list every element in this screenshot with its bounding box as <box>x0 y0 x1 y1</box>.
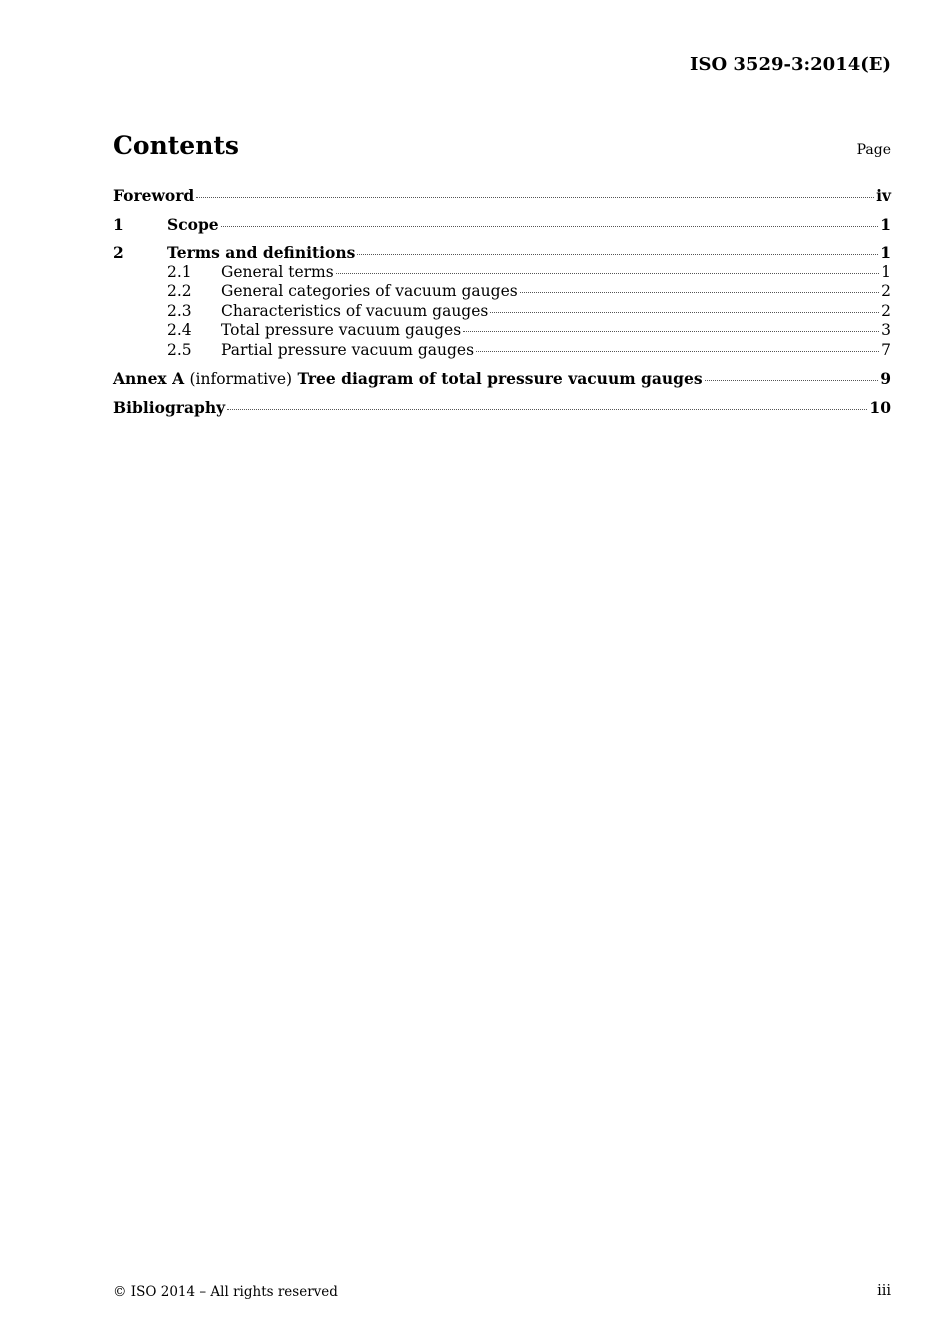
toc-entry-title: General categories of vacuum gauges <box>221 282 518 300</box>
toc-entry-title: Foreword <box>113 186 195 205</box>
dot-leader <box>476 351 879 352</box>
toc-entry-page: 2 <box>881 282 891 300</box>
toc-entry-characteristics[interactable] <box>113 302 891 322</box>
dot-leader <box>196 197 874 198</box>
toc-entry-general-categories[interactable] <box>113 282 891 302</box>
toc-entry-title: General terms <box>221 262 334 281</box>
copyright-notice: © ISO 2014 – All rights reserved <box>113 1284 338 1300</box>
toc-entry-page: 7 <box>881 340 891 359</box>
toc-entry-title: Bibliography <box>113 397 226 417</box>
toc-entry-bibliography[interactable] <box>113 398 891 418</box>
toc-entry-partial-pressure-gauges[interactable] <box>113 341 891 361</box>
toc-entry-number: 2.4 <box>167 321 192 339</box>
contents-heading: Contents <box>113 131 240 160</box>
toc-entry-title: Total pressure vacuum gauges <box>221 321 462 339</box>
toc-entry-title: Scope <box>167 214 219 234</box>
toc-entry-page: 3 <box>881 321 891 339</box>
dot-leader <box>705 380 879 381</box>
page-number: iii <box>877 1283 891 1299</box>
toc-entry-title: Partial pressure vacuum gauges <box>221 340 475 359</box>
dot-leader <box>221 226 879 227</box>
toc-entry-page: iv <box>876 186 891 205</box>
dot-leader <box>520 292 879 293</box>
table-of-contents <box>113 186 891 417</box>
toc-entry-number: 2.5 <box>167 340 192 359</box>
toc-entry-general-terms[interactable] <box>113 263 891 283</box>
toc-entry-page: 10 <box>869 397 891 417</box>
toc-entry-title: Terms and definitions <box>167 243 356 262</box>
document-id: ISO 3529-3:2014(E) <box>690 54 891 75</box>
toc-entry-number: 2.1 <box>167 262 192 281</box>
dot-leader <box>227 409 867 410</box>
toc-entry-total-pressure-gauges[interactable] <box>113 321 891 341</box>
toc-entry-title: Tree diagram of total pressure vacuum gauges <box>297 369 703 388</box>
dot-leader <box>336 273 879 274</box>
toc-entry-number: 2.2 <box>167 282 192 300</box>
toc-entry-scope[interactable] <box>113 215 891 235</box>
toc-entry-page: 2 <box>881 301 891 320</box>
toc-entry-page: 1 <box>880 214 891 234</box>
annex-label: Annex A <box>113 369 185 388</box>
dot-leader <box>490 312 879 313</box>
toc-entry-page: 1 <box>881 262 891 281</box>
toc-entry-number: 2.3 <box>167 301 192 320</box>
dot-leader <box>357 254 878 255</box>
toc-entry-number: 2 <box>113 243 124 262</box>
toc-entry-title: Characteristics of vacuum gauges <box>221 301 489 320</box>
toc-entry-terms-and-definitions[interactable] <box>113 243 891 263</box>
toc-entry-page: 9 <box>880 369 891 388</box>
toc-entry-number: 1 <box>113 214 124 234</box>
toc-entry-annex-a[interactable] <box>113 369 891 389</box>
dot-leader <box>463 331 879 332</box>
toc-entry-foreword[interactable] <box>113 186 891 206</box>
page-column-label: Page <box>856 142 891 158</box>
annex-note: (informative) <box>189 370 293 388</box>
toc-entry-page: 1 <box>880 243 891 262</box>
